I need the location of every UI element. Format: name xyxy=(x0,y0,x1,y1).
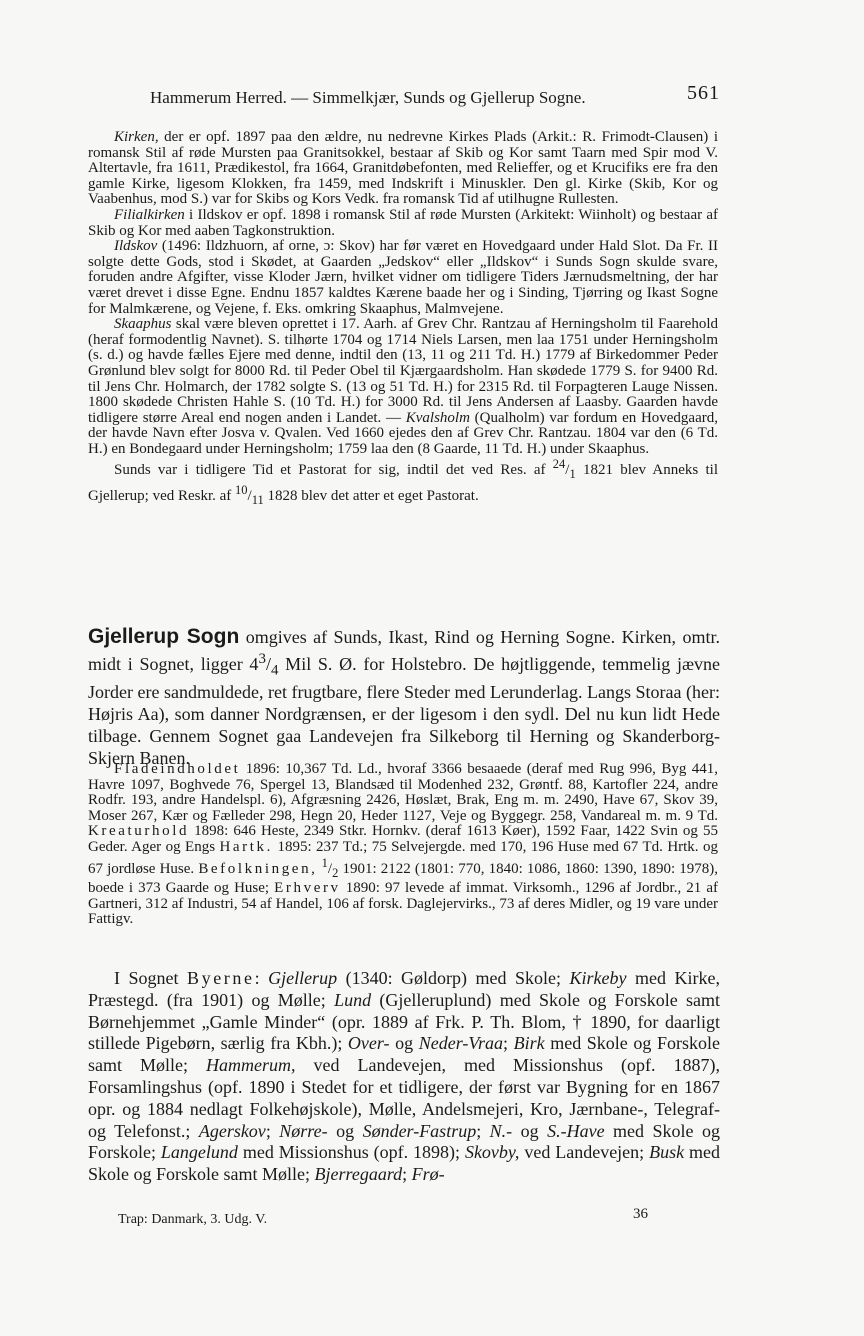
place-s-have: S.-Have xyxy=(547,1120,605,1141)
place-norre: Nørre- xyxy=(279,1120,328,1141)
term-filialkirken: Filialkirken xyxy=(114,206,185,223)
term-ildskov: Ildskov xyxy=(114,238,158,255)
paragraph-skaaphus: Skaaphus skal være bleven oprettet i 17. Aarh. af Grev Chr. Rantzau af Herningsholm til Faarehold (heraf formodentlig Navnet). S. tilhørte 1704 og 1714 Niels Larsen, men laa 1751 under Herningsholm (s. d.) og havde fælles Ejere med denne, indtil den (13, 11 og 211 Td. H.) 1779 af Birkedommer Peder Grønlund blev solgt for 8000 Rd. til Peder Obel til Kjærgaardsholm. Han skødede 1779 S. for 9400 Rd. til Jens Chr. Holmarch, der 1782 solgte S. (13 og 51 Td. H.) for 2315 Rd. til Forpagteren Lauge Nissen. 1800 skødede Christen Hahle S. (10 Td. H.) for 3000 Rd. til Jens Andersen af Laasby. Gaarden havde tidligere større Areal end nogen anden i Landet. — Kvalsholm (Qualholm) var fordum en Hovedgaard, der havde Navn efter Josva v. Qvalen. Ved 1660 ejedes den af Grev Chr. Rantzau. 1804 var den (6 Td. H.) en Bondegaard under Herningsholm; 1759 laa den (8 Gaarde, 11 Td. H.) under Skaaphus. xyxy=(88,316,718,457)
place-n-have: N.- xyxy=(489,1120,513,1141)
section-heading-gjellerup: Gjellerup Sogn xyxy=(88,625,240,648)
paragraph-kirken: Kirken, der er opf. 1897 paa den ældre, nu nedrevne Kirkes Plads (Arkit.: R. Frimodt-Clausen) i romansk Stil af røde Mursten paa Granitsokkel, bestaar af Skib og Kor samt Taarn med Spir mod V. Altertavle, fra 1611, Prædikestol, fra 1664, Granitdøbefonten, med Relieffer, og et Krucifiks ere fra den gamle Kirke, ligesom Klokken, fra 1459, med Indskrift i Minuskler. Den gl. Kirke (Skib, Kor og Vaabenhus, mod S.) var for Skibs og Kors Vedk. fra romansk Tid af utilhugne Rullesten. xyxy=(88,129,718,208)
page-footer xyxy=(118,1206,648,1226)
running-title: Hammerum Herred. — Simmelkjær, Sunds og Gjellerup Sogne. xyxy=(150,88,586,107)
place-bjerregaard: Bjerregaard xyxy=(314,1164,403,1185)
page-number: 561 xyxy=(687,82,720,104)
place-sonder-fastrup: Sønder-Fastrup xyxy=(362,1120,477,1141)
place-gjellerup: Gjellerup xyxy=(268,968,338,988)
paragraph-filialkirken: Filialkirken i Ildskov er opf. 1898 i romansk Stil af røde Mursten (Arkitekt: Wiinholt) og bestaar af Skib og Kor med aaben Tagkonstruktion. xyxy=(88,206,718,239)
term-kirken: Kirken, xyxy=(114,129,159,145)
place-agerskov: Agerskov xyxy=(198,1120,266,1141)
paragraph-statistics: Fladeindholdet 1896: 10,367 Td. Ld., hvoraf 3366 besaaede (deraf med Rug 996, Byg 441, Havre 1097, Boghvede 76, Spergel 13, Blandsæd til Modenhed 232, Grøntf. 88, Kartofler 224, andre Rodfr. 193, andre Handelspl. 6), Afgræsning 2426, Høslæt, Brak, Eng m. m. 2490, Have 67, Skov 39, Moser 267, Kær og Fælleder 298, Hegn 20, Heder 1127, Veje og Byggegr. 258, Vandareal m. m. 9 Td. Kreaturhold 1898: 646 Heste, 2349 Stkr. Hornkv. (deraf 1613 Køer), 1592 Faar, 1422 Svin og 55 Geder. Ager og Engs Hartk. 1895: 237 Td.; 75 Selvejergde. med 170, 196 Huse med 67 Td. Hrtk. og 67 jordløse Huse. Befolkningen, $^1/_2$ 1901: 2122 (1801: 770, 1840: 1086, 1860: 1390, 1890: 1978), boede i 373 Gaarde og Huse; Erhverv 1890: 97 levede af immat. Virksomh., 1296 af Jordbr., 21 af Gartneri, 312 af Industri, 54 af Handel, 106 af forsk. Daglejervirks., 73 af deres Midler, og 19 vare under Fattigv. xyxy=(88,761,719,928)
place-busk: Busk xyxy=(649,1142,685,1163)
place-lund: Lund xyxy=(334,989,372,1010)
byerne-section xyxy=(88,968,720,1186)
statistics-section xyxy=(88,762,718,928)
place-langelund: Langelund xyxy=(160,1142,238,1163)
place-hammerum: Hammerum, xyxy=(206,1055,296,1076)
paragraph-byerne: I Sognet Byerne: Gjellerup (1340: Gøldorp) med Skole; Kirkeby med Kirke, Præstegd. (fra 1901) og Mølle; Lund (Gjelleruplund) med Skole og Forskole samt Børnehjemmet „Gamle Minder“ (opr. 1889 af Frk. P. Th. Blom, † 1890, for daarligt stillede Pigebørn, særlig fra Kbh.); Over- og Neder-Vraa; Birk med Skole og Forskole samt Mølle; Hammerum, ved Landevejen, med Missionshus (opf. 1887), Forsamlingshus (opf. 1890 i Stedet for et tidligere, der først var Bygning for en 1867 opr. og 1884 nedlagt Folkehøjskole), Mølle, Andelsmejeri, Kro, Jærnbane-, Telegraf- og Telefonst.; Agerskov; Nørre- og Sønder-Fastrup; N.- og S.-Have med Skole og Forskole; Langelund med Missionshus (opf. 1898); Skovby, ved Landevejen; Busk med Skole og Forskole samt Mølle; Bjerregaard; Frø- xyxy=(88,968,721,1185)
church-section xyxy=(88,130,718,509)
paragraph-gjellerup-intro: Gjellerup Sogn omgives af Sunds, Ikast, Rind og Herning Sogne. Kirken, omtr. midt i Sognet, ligger $4^3/_4$ Mil S. Ø. for Holstebro. De højtliggende, temmelig jævne Jorder ere sandmuldede, ret frugtbare, flere Steder med Lerunderlag. Langs Storaa (her: Højris Aa), som danner Nordgrænsen, er der ligesom i den sydl. Del nu kun lidt Hede tilbage. Gennem Sognet gaa Landevejen fra Silkeborg til Herning og Skanderborg-Skjern Banen. xyxy=(88,625,720,768)
term-skaaphus: Skaaphus xyxy=(114,316,172,333)
gjellerup-intro xyxy=(88,626,720,769)
sheet-number: 36 xyxy=(633,1206,648,1222)
footer-signature: Trap: Danmark, 3. Udg. V. xyxy=(118,1212,268,1227)
place-fro: Frø- xyxy=(411,1164,445,1185)
place-over: Over- xyxy=(347,1033,390,1054)
page-header xyxy=(150,82,720,112)
term-kvalsholm: Kvalsholm xyxy=(405,409,470,426)
place-birk: Birk xyxy=(513,1033,545,1054)
paragraph-sunds: Sunds var i tidligere Tid et Pastorat for sig, indtil det ved Res. af $^{24}/_1$ 1821 blev Anneks til Gjellerup; ved Reskr. af $^{10}/_{11}$ 1828 blev det atter et eget Pastorat. xyxy=(88,457,718,508)
place-skovby: Skovby, xyxy=(464,1142,520,1163)
place-kirkeby: Kirkeby xyxy=(569,968,627,988)
place-neder-vraa: Neder-Vraa xyxy=(418,1033,504,1054)
paragraph-ildskov: Ildskov (1496: Ildzhuorn, af orne, ɔ: Skov) har før været en Hovedgaard under Hald Slot. Da Fr. II solgte dette Gods, stod i Skødet, at Gaarden „Jedskov“ eller „Ildskov“ i Sunds Sogn skulde svare, foruden andre Afgifter, visse Kloder Jærn, hvilket vidner om tidligere Tiders Jærnudsmeltning, der har været drevet i disse Egne. Endnu 1857 kaldtes Kærene baade her og i Sinding, Tjørring og Ikast Sogne for Malmkærene, og Vejene, f. Eks. omkring Skaaphus, Malmvejene. xyxy=(88,238,718,317)
